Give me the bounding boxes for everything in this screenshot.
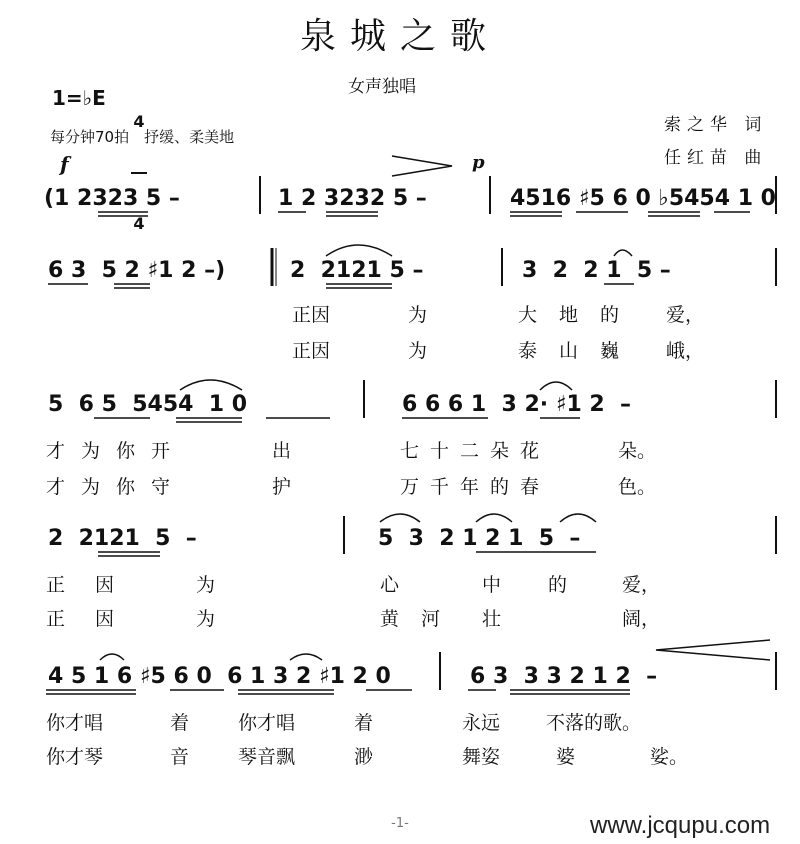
slur <box>560 514 596 522</box>
line5-lyric2-c: 琴音飘 <box>238 746 296 768</box>
slur <box>100 654 124 660</box>
line3-lyric1-d: 朵。 <box>618 440 657 462</box>
slur <box>380 514 420 522</box>
line2-lyric2-c: 泰山巍 <box>518 340 642 362</box>
line4-lyric1-e: 的 <box>548 574 568 596</box>
line4-lyric1-d: 中 <box>482 574 502 596</box>
page-number: -1- <box>391 816 409 831</box>
line5-lyric2-d: 渺 <box>354 746 374 768</box>
line4-lyric2-b: 为 <box>196 608 216 630</box>
time-signature-bottom: 4 <box>133 214 145 233</box>
line3-lyric2-d: 色。 <box>618 476 657 498</box>
line2-lyric1-d: 爱， <box>666 304 705 326</box>
composer-credit: 任红苗 曲 <box>664 148 768 168</box>
tempo-marking: 每分钟70拍 抒缓、柔美地 <box>50 128 235 146</box>
lyricist-credit: 索之华 词 <box>664 115 768 135</box>
slur <box>540 382 572 390</box>
line5-lyric2-b: 音 <box>170 746 190 768</box>
line5-lyric1-c: 你才唱 <box>238 712 296 734</box>
line2-lyric2-b: 为 <box>408 340 428 362</box>
line3-lyric2-b: 护 <box>272 476 292 498</box>
line4-lyric1-f: 爱， <box>622 574 661 596</box>
line5-lyric1-e: 永远 <box>462 712 501 734</box>
key-signature: 1=♭E <box>52 86 106 110</box>
line3-lyric1-c: 七十二朵花 <box>400 440 551 462</box>
performance-type: 女声独唱 <box>348 77 416 97</box>
forte-marking: f <box>60 152 69 176</box>
line4-lyric2-d: 壮 <box>482 608 502 630</box>
line4-lyric1-b: 为 <box>196 574 216 596</box>
line4-lyric1-c: 心 <box>380 574 400 596</box>
line4-lyric2-e: 阔， <box>622 608 661 630</box>
page-title: 泉城之歌 <box>299 16 500 57</box>
website-watermark: www.jcqupu.com <box>590 812 771 839</box>
line2-measure1: 6 3 5 2 ♯1 2 –) <box>48 258 226 283</box>
line5-lyric2-a: 你才琴 <box>46 746 104 768</box>
line3-lyric1-b: 出 <box>272 440 292 462</box>
line5-lyric1-f: 不落的歌。 <box>546 712 642 734</box>
line3-lyric1-a: 才为你开 <box>46 440 187 462</box>
line3-measure2: 6 6 6 1 3 2· ♯1 2 – <box>402 392 632 417</box>
slur <box>326 245 392 256</box>
slur <box>180 380 242 390</box>
line5-lyric1-b: 着 <box>170 712 190 734</box>
line2-measure2: 2 2121 5 – <box>290 258 424 283</box>
decrescendo-hairpin <box>392 156 452 176</box>
line2-lyric2-d: 峨， <box>666 340 705 362</box>
line4-lyric1-a: 正因 <box>46 574 145 596</box>
line4-lyric2-c: 黄河 <box>380 608 463 630</box>
piano-marking: p <box>472 152 485 173</box>
line2-lyric1-c: 大地的 <box>518 304 642 326</box>
line5-lyric2-f: 婆 <box>556 746 576 768</box>
decrescendo-hairpin <box>656 640 770 660</box>
slur <box>290 654 322 660</box>
line5-measure2: 6 3 3 3 2 1 2 – <box>470 664 658 689</box>
line3-measure1: 5 6 5 5454 1 0 <box>48 392 248 417</box>
slur <box>614 250 632 256</box>
line2-lyric1-b: 为 <box>408 304 428 326</box>
line5-measure1: 4 5 1 6 ♯5 6 0 6 1 3 2 ♯1 2 0 <box>48 664 391 689</box>
line2-measure3: 3 2 2 1 5 – <box>522 258 671 283</box>
line2-lyric1-a: 正因 <box>292 304 331 326</box>
slur <box>476 514 512 522</box>
line1-measure2: 1 2 3232 5 – <box>278 186 427 211</box>
line4-measure1: 2 2121 5 – <box>48 526 197 551</box>
line3-lyric2-a: 才为你守 <box>46 476 187 498</box>
line2-lyric2-a: 正因 <box>292 340 331 362</box>
line5-lyric1-a: 你才唱 <box>46 712 104 734</box>
line3-lyric2-c: 万千年的春 <box>400 476 551 498</box>
line4-measure2: 5 3 2 1 2 1 5 – <box>378 526 581 551</box>
line5-lyric2-e: 舞姿 <box>462 746 501 768</box>
time-signature-top: 4 <box>133 112 145 131</box>
line1-measure3: 4516 ♯5 6 0 ♭5454 1 0 <box>510 186 776 211</box>
line4-lyric2-a: 正因 <box>46 608 145 630</box>
line1-measure1: (1 2323 5 – <box>44 186 180 211</box>
line5-lyric2-g: 娑。 <box>650 746 689 768</box>
line5-lyric1-d: 着 <box>354 712 374 734</box>
